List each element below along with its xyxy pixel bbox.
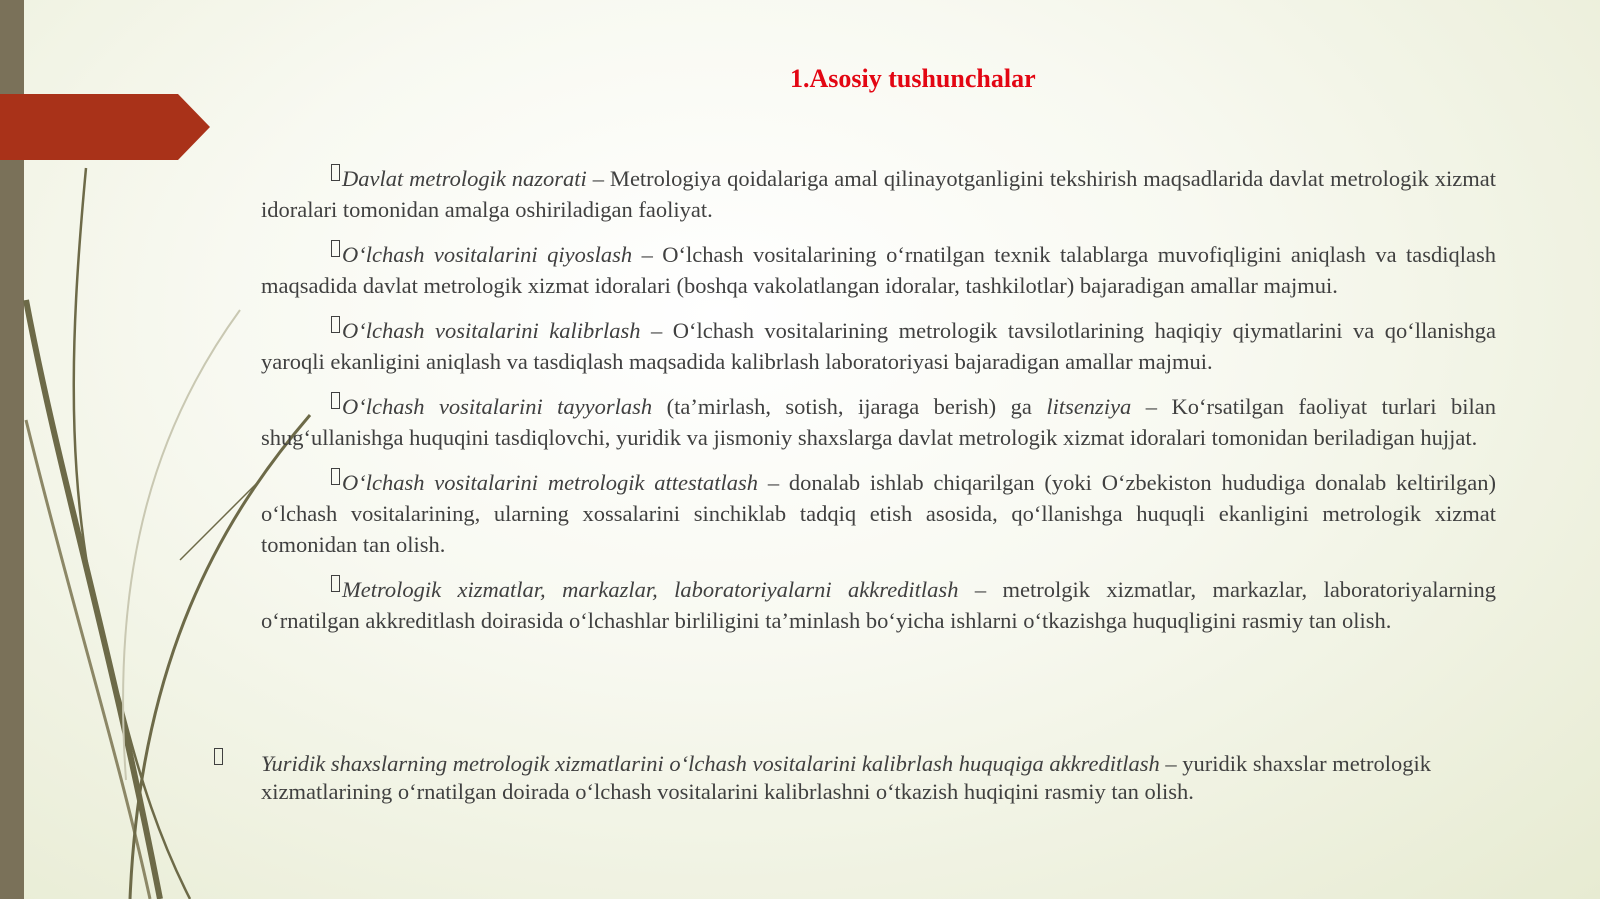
bullet-icon (331, 468, 340, 485)
definition-term: O‘lchash vositalarini tayyorlash (342, 394, 653, 419)
definition-item (261, 467, 1496, 560)
definitions-list (261, 163, 1496, 650)
bullet-icon (214, 748, 223, 765)
definition-text: – Metrologiya qoidalariga amal qilinayotganligini tekshirish maqsadlarida davlat metrologik xizmat idoralari tomonidan amalga oshiriladigan faoliyat. (261, 166, 1496, 222)
bullet-icon (331, 392, 340, 409)
definition-item (261, 239, 1496, 301)
bullet-icon (331, 575, 340, 592)
definition-text-part: (ta’mirlash, sotish, ijaraga berish) ga (652, 394, 1047, 419)
definition-item (261, 163, 1496, 225)
definition-term: O‘lchash vositalarini metrologik attestatlash (342, 470, 759, 495)
title-arrow-banner (0, 94, 210, 160)
definition-term: O‘lchash vositalarini kalibrlash (342, 318, 641, 343)
definition-term: Metrologik xizmatlar, markazlar, laboratoriyalarni akkreditlash (342, 577, 959, 602)
bullet-icon (331, 316, 340, 333)
definition-item (261, 391, 1496, 453)
definition-term: Yuridik shaxslarning metrologik xizmatlarini o‘lchash vositalarini kalibrlash huquqiga akkreditlash (261, 751, 1160, 776)
definition-text: – yuridik shaxslar metrologik xizmatlarining o‘rnatilgan doirada o‘lchash vositalarini kalibrlashni o‘tkazish huqiqini rasmiy tan olish. (261, 751, 1431, 804)
definition-item-last (261, 750, 1496, 806)
definition-text: – O‘lchash vositalarining metrologik tavsilotlarining haqiqiy qiymatlarini va qo‘llanishga yaroqli ekanligini aniqlash va tasdiqlash maqsadida kalibrlash laboratoriyasi bajaradigan amallar majmui. (261, 318, 1496, 374)
definition-item (261, 574, 1496, 636)
bullet-icon (331, 164, 340, 181)
definition-item (261, 315, 1496, 377)
definition-text: – metrolgik xizmatlar, markazlar, laboratoriyalarning o‘rnatilgan akkreditlash doirasida o‘lchashlar birliligini ta’minlash bo‘yicha ishlarni o‘tkazishga huquqligini rasmiy tan olish. (261, 577, 1496, 633)
slide-title: 1.Asosiy tushunchalar (790, 64, 1036, 93)
definition-text: – Ko‘rsatilgan faoliyat turlari bilan shug‘ullanishga huquqini tasdiqlovchi, yuridik va jismoniy shaxslarga davlat metrologik xizmat idoralari tomonidan beriladigan hujjat. (261, 394, 1497, 450)
definition-term-secondary: litsenziya (1046, 394, 1132, 419)
bullet-icon (331, 240, 340, 257)
definition-term: Davlat metrologik nazorati (342, 166, 587, 191)
definition-text: – donalab ishlab chiqarilgan (yoki O‘zbekiston hududiga donalab keltirilgan) o‘lchash vositalarining, ularning xossalarini sinchiklab tadqiq etish asosida, qo‘llanishga huquqli ekanligini metrologik xizmat tomonidan tan olish. (261, 470, 1496, 557)
definition-term: O‘lchash vositalarini qiyoslash (342, 242, 633, 267)
definition-text: – O‘lchash vositalarining o‘rnatilgan texnik talablarga muvofiqligini aniqlash va tasdiqlash maqsadida davlat metrologik xizmat idoralari (boshqa vakolatlangan idoralar, tashkilotlar) bajaradigan amallar majmui. (261, 242, 1496, 298)
